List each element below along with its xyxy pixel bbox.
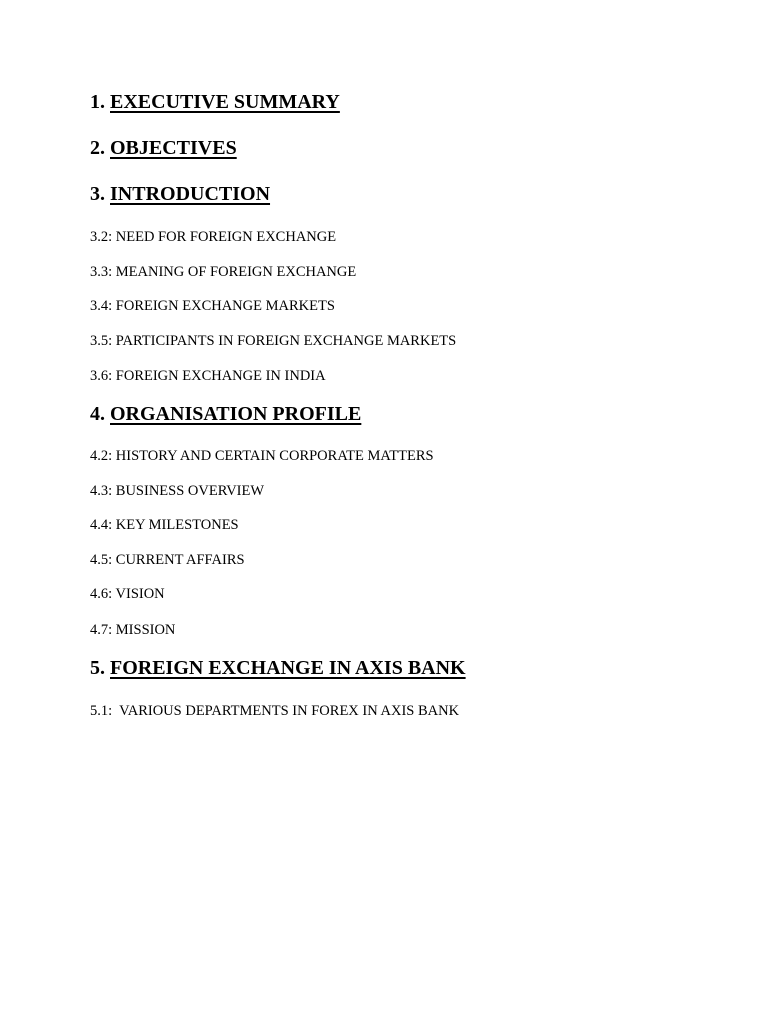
section-title: OBJECTIVES [110, 137, 237, 159]
subsection-item: 4.4: KEY MILESTONES [90, 517, 239, 533]
section-title: FOREIGN EXCHANGE IN AXIS BANK [110, 657, 466, 679]
subsection-item: 3.3: MEANING OF FOREIGN EXCHANGE [90, 264, 357, 280]
subsection-item: 4.5: CURRENT AFFAIRS [90, 552, 245, 568]
subsection-item: 4.3: BUSINESS OVERVIEW [90, 483, 265, 499]
section-title: INTRODUCTION [110, 183, 271, 205]
section-heading-2 [90, 138, 237, 158]
section-number: 2. [90, 137, 105, 159]
subsection-item: 3.2: NEED FOR FOREIGN EXCHANGE [90, 229, 337, 245]
section-number: 5. [90, 657, 105, 679]
subsection-item: 4.2: HISTORY AND CERTAIN CORPORATE MATTERS [90, 448, 434, 464]
section-heading-1 [90, 92, 340, 112]
subsection-item: 3.5: PARTICIPANTS IN FOREIGN EXCHANGE MARKETS [90, 333, 457, 349]
section-number: 3. [90, 183, 105, 205]
subsection-item: 3.4: FOREIGN EXCHANGE MARKETS [90, 298, 335, 314]
section-title: EXECUTIVE SUMMARY [110, 91, 340, 113]
subsection-item: 4.7: MISSION [90, 622, 176, 638]
subsection-item: 3.6: FOREIGN EXCHANGE IN INDIA [90, 368, 326, 384]
section-title: ORGANISATION PROFILE [110, 403, 362, 425]
section-number: 4. [90, 403, 105, 425]
section-heading-3 [90, 184, 270, 204]
subsection-item: 5.1: VARIOUS DEPARTMENTS IN FOREX IN AXIS BANK [90, 703, 460, 719]
subsection-item: 4.6: VISION [90, 586, 165, 602]
section-heading-5 [90, 658, 466, 678]
section-heading-4 [90, 404, 361, 424]
section-number: 1. [90, 91, 105, 113]
